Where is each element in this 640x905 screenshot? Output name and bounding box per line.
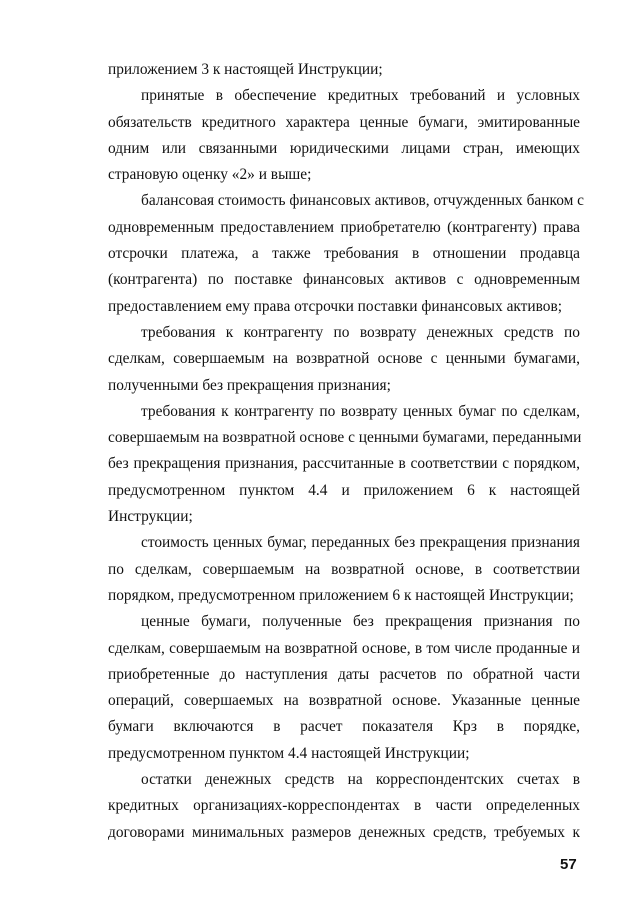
body-text [108,57,585,846]
page-number: 57 [560,856,577,873]
text-line: операций, совершаемых на возвратной основе. Указанные ценные [108,692,580,710]
text-line: предусмотренном пунктом 4.4 настоящей Инструкции; [108,744,470,762]
text-line: стоимость ценных бумаг, переданных без прекращения признания [141,534,580,552]
text-line: сделкам, совершаемым на возвратной основе с ценными бумагами, [108,350,580,368]
text-line: без прекращения признания, рассчитанные в соответствии с порядком, [108,455,580,473]
text-line: остатки денежных средств на корреспондентских счетах в [141,771,580,789]
text-line: порядком, предусмотренном приложением 6 к настоящей Инструкции; [108,586,574,604]
text-line: (контрагента) по поставке финансовых активов с одновременным [108,271,580,289]
text-line: кредитных организациях-корреспондентах в части определенных [108,797,580,815]
text-line: предусмотренном пунктом 4.4 и приложением 6 к настоящей [108,481,580,499]
text-line: одним или связанными юридическими лицами стран, имеющих [108,139,580,157]
text-line: договорами минимальных размеров денежных средств, требуемых к [108,823,580,841]
text-line: балансовая стоимость финансовых активов, отчужденных банком с [141,192,585,210]
text-line: страновую оценку «2» и выше; [108,166,312,184]
text-line: обязательств кредитного характера ценные бумаги, эмитированные [108,113,580,131]
text-line: совершаемым на возвратной основе с ценными бумагами, переданными [108,429,582,447]
text-line: по сделкам, совершаемым на возвратной основе, в соответствии [108,560,580,578]
text-line: сделкам, совершаемым на возвратной основе, в том числе проданные и [108,639,580,657]
text-line: предоставлением ему права отсрочки поставки финансовых активов; [108,297,563,315]
text-line: требования к контрагенту по возврату ценных бумаг по сделкам, [141,402,580,420]
text-line: принятые в обеспечение кредитных требований и условных [141,87,580,105]
text-line: отсрочки платежа, а также требования в отношении продавца [108,245,580,263]
text-line: приложением 3 к настоящей Инструкции; [108,61,383,78]
text-line: требования к контрагенту по возврату денежных средств по [141,323,580,341]
text-line: приобретенные до наступления даты расчетов по обратной части [108,665,580,683]
text-line: полученными без прекращения признания; [108,376,391,394]
text-line: Инструкции; [108,508,193,526]
text-line: бумаги включаются в расчет показателя Крз в порядке, [108,718,580,736]
text-line: одновременным предоставлением приобретателю (контрагенту) права [108,218,580,236]
text-line: ценные бумаги, полученные без прекращения признания по [141,613,580,631]
